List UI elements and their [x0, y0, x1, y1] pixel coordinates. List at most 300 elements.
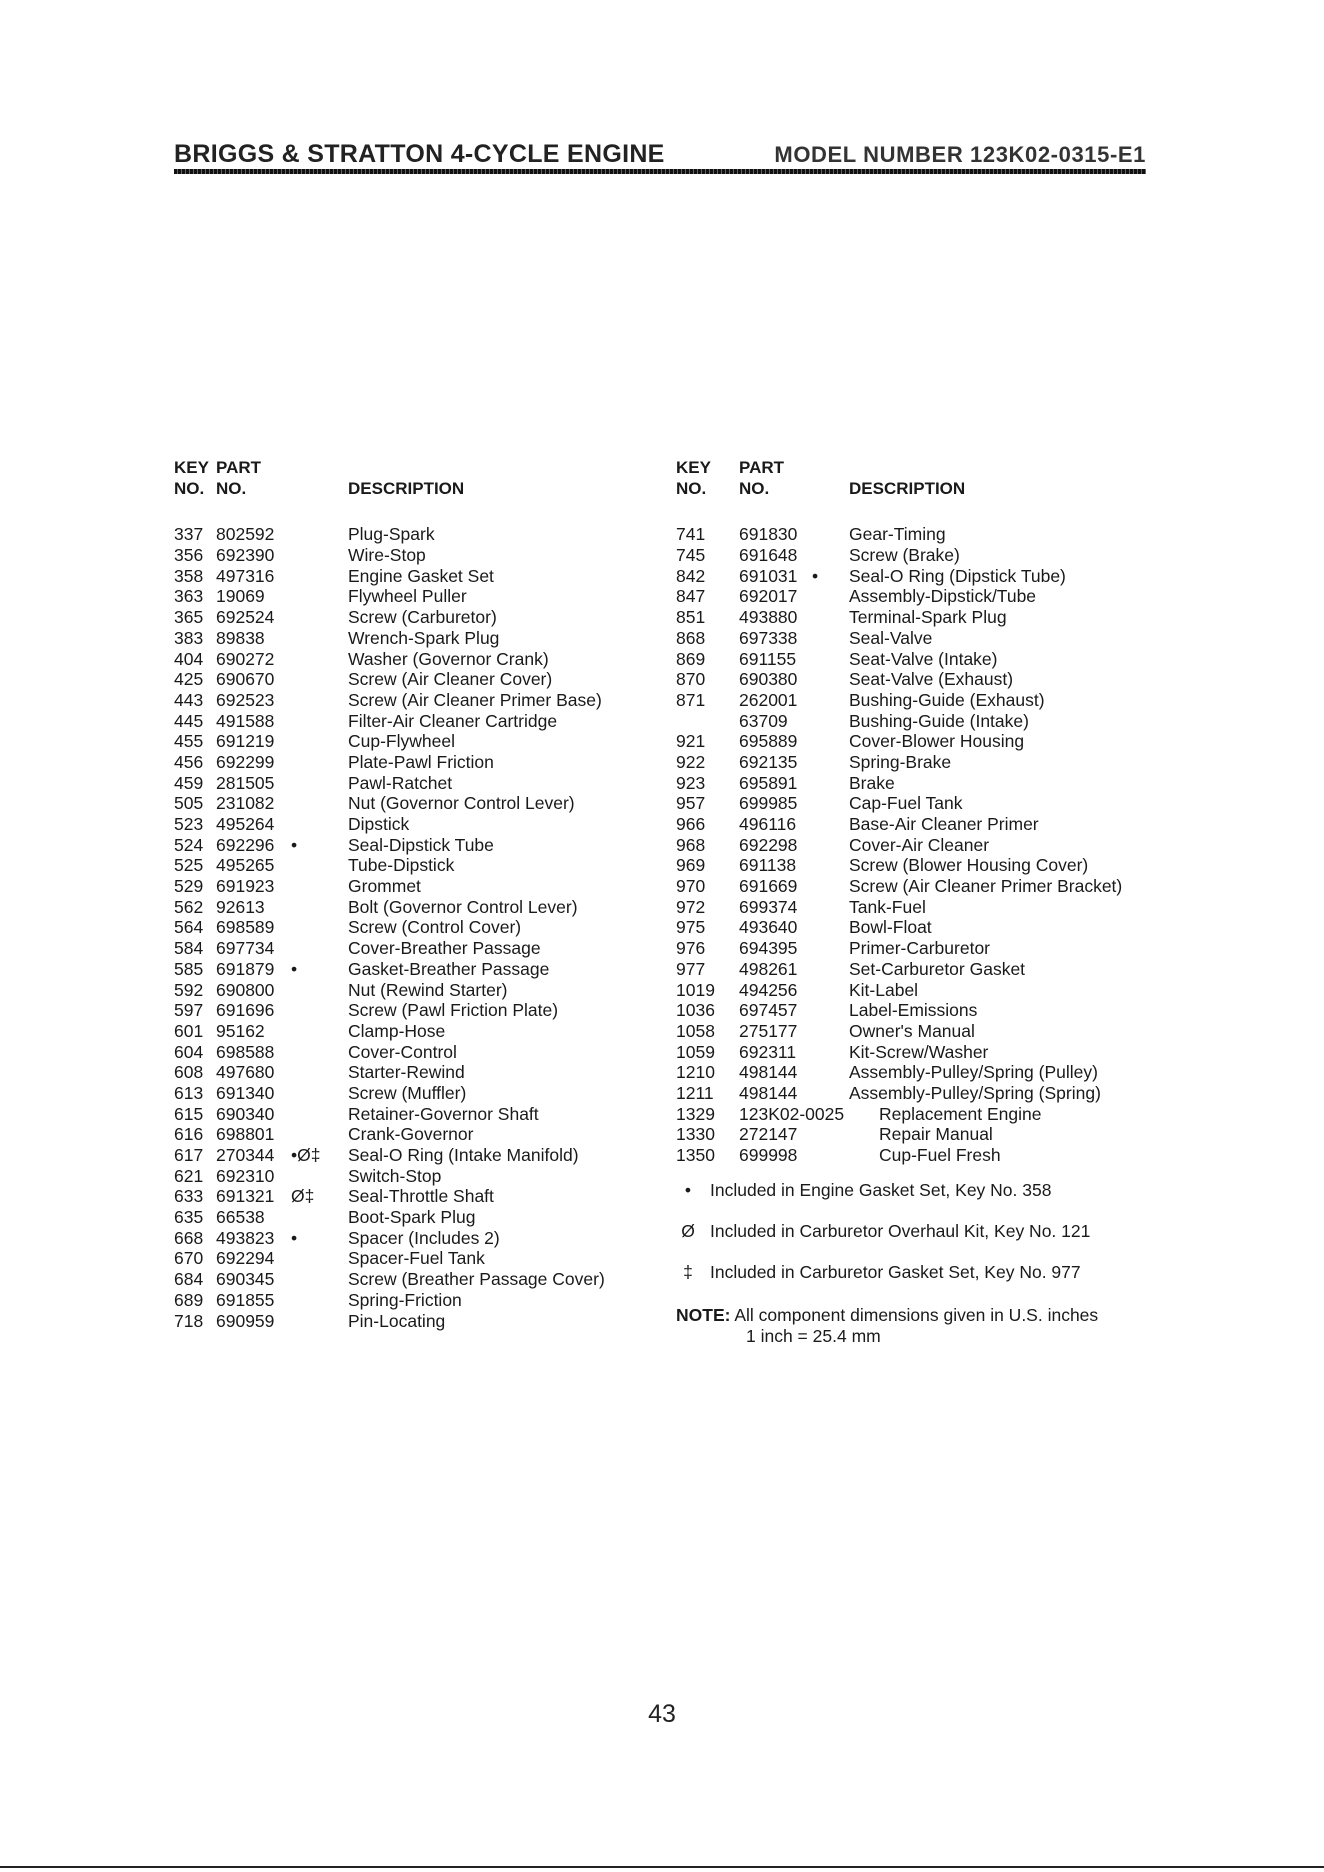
- part-number: 495265: [216, 855, 275, 876]
- parts-row: [676, 1062, 1196, 1083]
- part-number: 691648: [739, 545, 798, 566]
- inclusion-marker: •: [291, 834, 298, 855]
- footnote: [676, 1180, 1196, 1221]
- part-number: 692310: [216, 1165, 275, 1186]
- part-description: Flywheel Puller: [348, 586, 467, 607]
- key-header: NO.: [174, 478, 205, 498]
- parts-row: [676, 876, 1196, 897]
- key-number: 1211: [676, 1082, 714, 1103]
- description-header: DESCRIPTION: [849, 478, 966, 498]
- parts-row: [174, 524, 694, 545]
- model-number: MODEL NUMBER 123K02-0315-E1: [774, 142, 1146, 167]
- parts-row: [676, 669, 1196, 690]
- part-description: Cover-Breather Passage: [348, 938, 541, 959]
- parts-row: [676, 793, 1196, 814]
- parts-row: [676, 690, 1196, 711]
- bullet-symbol: •: [684, 1180, 692, 1200]
- key-number: 975: [676, 917, 706, 938]
- column-header-row: [676, 458, 1196, 479]
- part-description: Seal-O Ring (Intake Manifold): [348, 1145, 579, 1165]
- part-number: 692294: [216, 1248, 275, 1269]
- part-description: Wrench-Spark Plug: [348, 627, 500, 648]
- part-description: Screw (Control Cover): [348, 917, 522, 938]
- part-description: Starter-Rewind: [348, 1062, 465, 1083]
- part-number: 497680: [216, 1062, 275, 1083]
- parts-row: [174, 566, 694, 587]
- key-number: 445: [174, 710, 204, 731]
- key-number: 505: [174, 793, 204, 814]
- part-description: Gear-Timing: [849, 524, 946, 545]
- part-number: 694395: [739, 938, 798, 959]
- key-number: 684: [174, 1269, 204, 1290]
- key-number: 584: [174, 938, 204, 959]
- part-description: Pawl-Ratchet: [348, 772, 453, 793]
- note-line-2: 1 inch = 25.4 mm: [746, 1326, 881, 1346]
- key-number: 621: [174, 1165, 204, 1186]
- key-number: 358: [174, 565, 204, 586]
- page-number: 43: [648, 1700, 676, 1728]
- part-description: Screw (Carburetor): [348, 607, 497, 628]
- key-number: 870: [676, 669, 706, 690]
- part-description: Bowl-Float: [849, 917, 932, 938]
- part-number: 690670: [216, 669, 275, 690]
- key-number: 525: [174, 855, 204, 876]
- parts-row: [174, 835, 694, 856]
- key-number: 1329: [676, 1103, 715, 1124]
- parts-row: [174, 876, 694, 897]
- key-header: NO.: [676, 478, 707, 498]
- key-number: 668: [174, 1227, 204, 1248]
- key-number: 1036: [676, 1000, 715, 1021]
- part-description: Label-Emissions: [849, 1000, 978, 1021]
- part-header: NO.: [216, 478, 247, 498]
- parts-row: [174, 1124, 694, 1145]
- parts-row: [174, 1000, 694, 1021]
- key-number: 616: [174, 1124, 204, 1145]
- part-number: 692523: [216, 689, 275, 710]
- parts-row: [174, 690, 694, 711]
- part-number: 802592: [216, 524, 275, 545]
- key-number: 957: [676, 793, 706, 814]
- key-number: 459: [174, 772, 204, 793]
- key-number: 670: [174, 1248, 204, 1269]
- key-number: 524: [174, 834, 204, 855]
- part-description: Primer-Carburetor: [849, 938, 990, 959]
- part-number: 231082: [216, 793, 275, 814]
- parts-row: [174, 959, 694, 980]
- parts-row: [174, 1062, 694, 1083]
- part-number: 495264: [216, 814, 275, 834]
- part-description: Filter-Air Cleaner Cartridge: [348, 710, 558, 731]
- key-number: 741: [676, 524, 706, 545]
- part-description: Plug-Spark: [348, 524, 435, 545]
- part-number: 262001: [739, 689, 798, 710]
- key-number: 608: [174, 1062, 204, 1083]
- part-number: 690345: [216, 1269, 275, 1290]
- part-number: 691321: [216, 1186, 275, 1207]
- dimension-note: [676, 1305, 1196, 1347]
- parts-row: [676, 917, 1196, 938]
- note-line-1: All component dimensions given in U.S. inches: [734, 1305, 1099, 1325]
- part-number: 498144: [739, 1082, 798, 1103]
- key-number: 633: [174, 1186, 204, 1207]
- part-description: Spacer (Includes 2): [348, 1227, 500, 1248]
- part-number: 699985: [739, 793, 798, 814]
- key-number: 523: [174, 814, 204, 834]
- footnotes: [676, 1180, 1196, 1347]
- part-description: Cap-Fuel Tank: [849, 793, 963, 814]
- parts-row: [174, 1145, 694, 1166]
- part-number: 690272: [216, 648, 275, 669]
- inclusion-marker: •Ø‡: [291, 1145, 321, 1165]
- parts-row: [174, 1021, 694, 1042]
- part-description: Screw (Breather Passage Cover): [348, 1269, 605, 1290]
- diameter-symbol: Ø: [681, 1221, 695, 1241]
- parts-row: [174, 855, 694, 876]
- parts-row: [174, 586, 694, 607]
- part-number: 692017: [739, 586, 798, 607]
- part-description: Switch-Stop: [348, 1165, 442, 1186]
- part-header: NO.: [739, 478, 770, 498]
- part-number: 698589: [216, 917, 275, 938]
- key-number: 601: [174, 1020, 204, 1041]
- parts-row: [676, 1000, 1196, 1021]
- key-number: 972: [676, 896, 706, 917]
- key-number: 689: [174, 1289, 204, 1310]
- part-number: 697338: [739, 627, 798, 648]
- footnote-text: Included in Engine Gasket Set, Key No. 358: [710, 1180, 1052, 1200]
- part-description: Plate-Pawl Friction: [348, 751, 494, 772]
- double-dagger-symbol: ‡: [683, 1262, 693, 1282]
- key-header: KEY: [676, 458, 711, 477]
- part-description: Screw (Air Cleaner Primer Base): [348, 689, 602, 710]
- key-number: 851: [676, 607, 706, 628]
- page-header: [174, 140, 1146, 170]
- key-number: 1350: [676, 1145, 715, 1165]
- part-description: Screw (Muffler): [348, 1082, 467, 1103]
- parts-row: [676, 628, 1196, 649]
- key-number: 617: [174, 1145, 204, 1165]
- part-number: 66538: [216, 1207, 265, 1228]
- part-number: 691155: [739, 648, 797, 669]
- parts-row: [174, 1104, 694, 1125]
- key-number: 529: [174, 876, 204, 897]
- parts-row: [676, 1083, 1196, 1104]
- key-number: 745: [676, 545, 706, 566]
- part-number: 697734: [216, 938, 275, 959]
- part-description: Seal-Throttle Shaft: [348, 1186, 494, 1207]
- key-number: 1059: [676, 1041, 715, 1062]
- key-number: 363: [174, 586, 204, 607]
- part-number: 692311: [739, 1041, 797, 1062]
- parts-row: [676, 752, 1196, 773]
- parts-row: [676, 1145, 1196, 1166]
- parts-row: [676, 1042, 1196, 1063]
- key-number: 585: [174, 958, 204, 979]
- part-header: PART: [216, 458, 262, 477]
- part-number: 63709: [739, 710, 788, 731]
- column-header-row: [174, 458, 694, 479]
- key-number: 604: [174, 1041, 204, 1062]
- parts-row: [174, 607, 694, 628]
- parts-row: [676, 649, 1196, 670]
- parts-row: [676, 835, 1196, 856]
- part-number: 695889: [739, 731, 798, 752]
- part-description: Boot-Spark Plug: [348, 1207, 476, 1228]
- parts-row: [676, 1124, 1196, 1145]
- key-number: 1210: [676, 1062, 715, 1083]
- part-description: Seal-Dipstick Tube: [348, 834, 494, 855]
- part-number: 692524: [216, 607, 275, 628]
- part-description: Seal-Valve: [849, 627, 933, 648]
- part-number: 692299: [216, 751, 275, 772]
- parts-row: [174, 711, 694, 732]
- part-description: Assembly-Pulley/Spring (Spring): [849, 1082, 1101, 1103]
- parts-list-left: [174, 524, 694, 1331]
- part-description: Spring-Brake: [849, 751, 952, 772]
- inclusion-marker: •: [812, 565, 819, 586]
- key-number: 592: [174, 979, 204, 1000]
- part-description: Nut (Governor Control Lever): [348, 793, 575, 814]
- parts-row: [676, 938, 1196, 959]
- parts-row: [174, 1228, 694, 1249]
- parts-row: [174, 752, 694, 773]
- part-description: Retainer-Governor Shaft: [348, 1103, 539, 1124]
- part-description: Screw (Blower Housing Cover): [849, 855, 1089, 876]
- parts-row: [174, 1269, 694, 1290]
- part-number: 691879: [216, 958, 275, 979]
- part-description: Kit-Screw/Washer: [849, 1041, 989, 1062]
- parts-row: [174, 649, 694, 670]
- part-number: 275177: [739, 1020, 798, 1041]
- key-number: 976: [676, 938, 706, 959]
- key-number: 921: [676, 731, 706, 752]
- parts-row: [676, 897, 1196, 918]
- parts-row: [676, 711, 1196, 732]
- parts-row: [676, 959, 1196, 980]
- part-number: 270344: [216, 1145, 275, 1165]
- part-number: 695891: [739, 772, 798, 793]
- key-number: 970: [676, 876, 706, 897]
- key-number: 869: [676, 648, 706, 669]
- part-description: Bushing-Guide (Exhaust): [849, 689, 1045, 710]
- parts-row: [174, 1083, 694, 1104]
- parts-row: [676, 773, 1196, 794]
- key-number: 383: [174, 627, 204, 648]
- part-description: Set-Carburetor Gasket: [849, 958, 1026, 979]
- part-description: Base-Air Cleaner Primer: [849, 814, 1039, 834]
- footnote: [676, 1221, 1196, 1262]
- part-description: Replacement Engine: [879, 1103, 1042, 1124]
- part-number: 698801: [216, 1124, 275, 1145]
- key-number: 922: [676, 751, 706, 772]
- parts-row: [174, 980, 694, 1001]
- part-description: Bolt (Governor Control Lever): [348, 896, 578, 917]
- parts-row: [174, 669, 694, 690]
- parts-row: [174, 897, 694, 918]
- part-number: 692135: [739, 751, 798, 772]
- part-description: Washer (Governor Crank): [348, 648, 549, 669]
- part-description: Cup-Flywheel: [348, 731, 455, 752]
- description-header: DESCRIPTION: [348, 478, 465, 498]
- note-label: NOTE:: [676, 1305, 731, 1325]
- parts-row: [676, 566, 1196, 587]
- part-description: Screw (Air Cleaner Cover): [348, 669, 553, 690]
- part-description: Spacer-Fuel Tank: [348, 1248, 485, 1269]
- parts-row: [174, 1290, 694, 1311]
- part-number: 691138: [739, 855, 797, 876]
- parts-table-left: [174, 458, 694, 1331]
- part-description: Nut (Rewind Starter): [348, 979, 508, 1000]
- part-number: 494256: [739, 979, 798, 1000]
- key-number: 425: [174, 669, 204, 690]
- parts-row: [174, 731, 694, 752]
- part-description: Cover-Control: [348, 1041, 457, 1062]
- parts-row: [676, 1104, 1196, 1125]
- part-description: Dipstick: [348, 814, 410, 834]
- key-number: 969: [676, 855, 706, 876]
- key-number: 968: [676, 834, 706, 855]
- part-description: Screw (Air Cleaner Primer Bracket): [849, 876, 1123, 897]
- parts-row: [676, 855, 1196, 876]
- key-number: 842: [676, 565, 706, 586]
- part-description: Bushing-Guide (Intake): [849, 710, 1029, 731]
- parts-row: [174, 1248, 694, 1269]
- parts-row: [676, 1021, 1196, 1042]
- key-header: KEY: [174, 458, 209, 477]
- part-description: Cover-Blower Housing: [849, 731, 1025, 752]
- part-number: 493880: [739, 607, 798, 628]
- part-description: Assembly-Pulley/Spring (Pulley): [849, 1062, 1098, 1083]
- part-description: Assembly-Dipstick/Tube: [849, 586, 1037, 607]
- part-number: 699998: [739, 1145, 798, 1165]
- key-number: 868: [676, 627, 706, 648]
- part-description: Seat-Valve (Exhaust): [849, 669, 1014, 690]
- part-number: 690380: [739, 669, 798, 690]
- parts-row: [676, 731, 1196, 752]
- footnote: [676, 1262, 1196, 1303]
- part-description: Cover-Air Cleaner: [849, 834, 990, 855]
- key-number: 564: [174, 917, 204, 938]
- part-number: 92613: [216, 896, 265, 917]
- part-number: 692296: [216, 834, 275, 855]
- key-number: 613: [174, 1082, 204, 1103]
- parts-row: [676, 814, 1196, 835]
- part-number: 498261: [739, 958, 798, 979]
- parts-row: [676, 980, 1196, 1001]
- part-description: Seal-O Ring (Dipstick Tube): [849, 565, 1066, 586]
- key-number: 443: [174, 689, 204, 710]
- part-description: Terminal-Spark Plug: [849, 607, 1007, 628]
- parts-row: [174, 1042, 694, 1063]
- part-number: 691340: [216, 1082, 275, 1103]
- key-number: 847: [676, 586, 706, 607]
- key-number: 597: [174, 1000, 204, 1021]
- part-description: Clamp-Hose: [348, 1020, 446, 1041]
- part-number: 493823: [216, 1227, 275, 1248]
- footnote-text: Included in Carburetor Gasket Set, Key No. 977: [710, 1262, 1081, 1282]
- parts-row: [174, 1311, 694, 1332]
- part-description: Screw (Brake): [849, 545, 960, 566]
- parts-row: [174, 545, 694, 566]
- part-number: 496116: [739, 814, 797, 834]
- parts-row: [676, 586, 1196, 607]
- header-divider: [174, 169, 1146, 174]
- part-number: 697457: [739, 1000, 798, 1021]
- part-number: 699374: [739, 896, 798, 917]
- key-number: 977: [676, 958, 706, 979]
- inclusion-marker: •: [291, 958, 298, 979]
- part-description: Cup-Fuel Fresh: [879, 1145, 1001, 1165]
- part-number: 691855: [216, 1289, 275, 1310]
- part-number: 692298: [739, 834, 798, 855]
- key-number: 1330: [676, 1124, 715, 1145]
- part-header: PART: [739, 458, 785, 477]
- part-number: 690800: [216, 979, 275, 1000]
- key-number: 562: [174, 896, 204, 917]
- parts-list-right: [676, 524, 1196, 1165]
- part-description: Spring-Friction: [348, 1289, 462, 1310]
- part-number: 89838: [216, 627, 265, 648]
- parts-row: [174, 1207, 694, 1228]
- part-number: 19069: [216, 586, 265, 607]
- key-number: 923: [676, 772, 706, 793]
- part-number: 281505: [216, 772, 275, 793]
- part-number: 691830: [739, 524, 798, 545]
- key-number: 1019: [676, 979, 715, 1000]
- part-number: 497316: [216, 565, 275, 586]
- key-number: 966: [676, 814, 706, 834]
- part-description: Kit-Label: [849, 979, 919, 1000]
- key-number: 1058: [676, 1020, 715, 1041]
- inclusion-marker: •: [291, 1227, 298, 1248]
- part-number: 698588: [216, 1041, 275, 1062]
- part-number: 95162: [216, 1020, 265, 1041]
- parts-row: [174, 1186, 694, 1207]
- parts-row: [174, 917, 694, 938]
- part-description: Wire-Stop: [348, 545, 426, 566]
- part-description: Gasket-Breather Passage: [348, 958, 550, 979]
- part-description: Tube-Dipstick: [348, 855, 455, 876]
- key-number: 615: [174, 1103, 204, 1124]
- key-number: 635: [174, 1207, 204, 1228]
- part-description: Engine Gasket Set: [348, 565, 494, 586]
- key-number: 365: [174, 607, 204, 628]
- document-title: BRIGGS & STRATTON 4-CYCLE ENGINE: [174, 140, 665, 168]
- part-number: 498144: [739, 1062, 798, 1083]
- parts-row: [676, 545, 1196, 566]
- part-number: 691219: [216, 731, 275, 752]
- part-description: Crank-Governor: [348, 1124, 474, 1145]
- footnote-text: Included in Carburetor Overhaul Kit, Key No. 121: [710, 1221, 1091, 1241]
- part-description: Screw (Pawl Friction Plate): [348, 1000, 559, 1021]
- key-number: 337: [174, 524, 204, 545]
- part-description: Brake: [849, 772, 895, 793]
- parts-row: [174, 773, 694, 794]
- parts-row: [174, 1166, 694, 1187]
- column-header-row: [676, 479, 1196, 500]
- parts-row: [676, 607, 1196, 628]
- parts-row: [174, 628, 694, 649]
- key-number: 404: [174, 648, 204, 669]
- part-number: 272147: [739, 1124, 798, 1145]
- inclusion-marker: Ø‡: [291, 1186, 315, 1207]
- part-number: 691696: [216, 1000, 275, 1021]
- key-number: 356: [174, 545, 204, 566]
- part-number: 690959: [216, 1310, 275, 1331]
- key-number: 456: [174, 751, 204, 772]
- parts-table-right: [676, 458, 1196, 1166]
